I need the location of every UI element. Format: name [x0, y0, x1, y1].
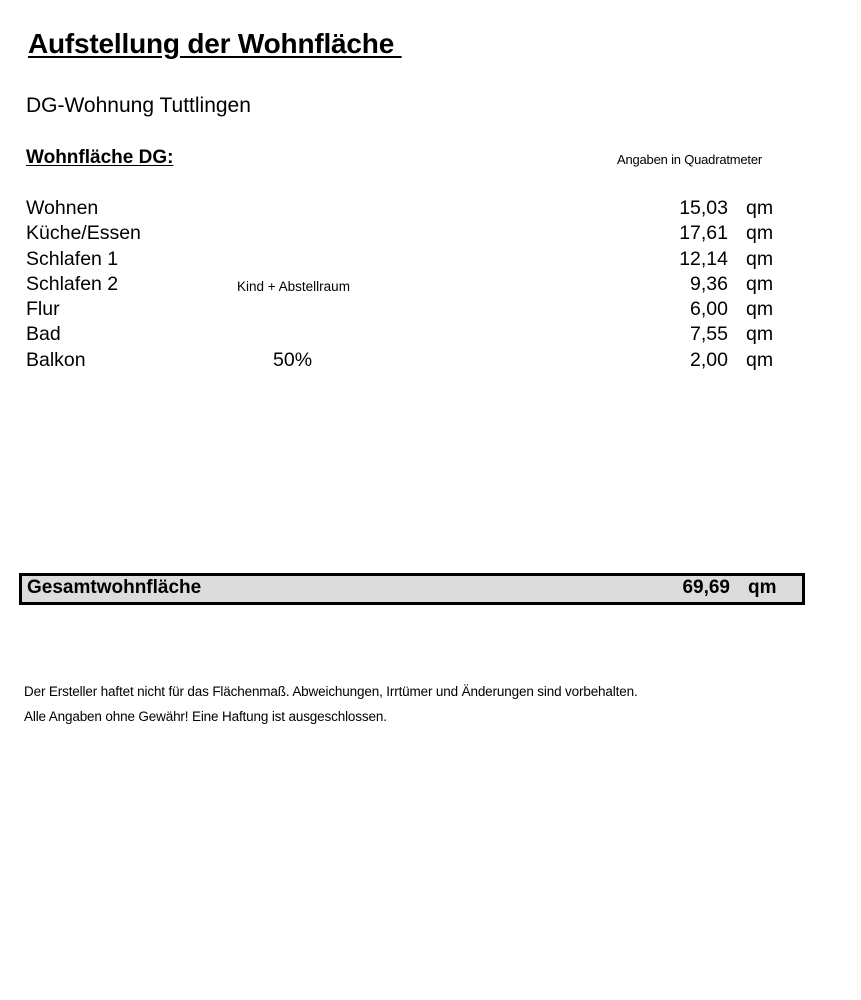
- total-area-value: 69,69: [682, 577, 730, 598]
- room-row-wohnen: [26, 196, 786, 221]
- room-name: Balkon: [26, 348, 86, 371]
- room-name: Schlafen 1: [26, 247, 119, 270]
- room-row-bad: [26, 322, 786, 347]
- room-area-value: 7,55: [690, 323, 728, 346]
- room-row-balkon: [26, 348, 786, 373]
- total-area-box: [19, 573, 805, 605]
- section-title: Wohnfläche DG:: [26, 147, 174, 168]
- room-area-value: 15,03: [679, 197, 728, 219]
- room-name: Bad: [26, 323, 61, 346]
- room-area-value: 2,00: [690, 348, 728, 371]
- room-area-value: 12,14: [679, 247, 728, 270]
- unit-note: Angaben in Quadratmeter: [617, 152, 762, 167]
- room-row-schlafen-2: [26, 272, 786, 297]
- room-area-value: 6,00: [690, 298, 728, 321]
- room-area-unit: qm: [746, 323, 774, 346]
- room-area-unit: qm: [746, 298, 774, 321]
- room-note-percentage: 50%: [273, 348, 313, 371]
- room-area-unit: qm: [746, 348, 774, 371]
- room-area-unit: qm: [746, 197, 774, 219]
- room-name: Wohnen: [26, 197, 99, 219]
- room-name: Schlafen 2: [26, 272, 119, 295]
- room-name: Flur: [26, 298, 60, 321]
- property-subtitle: DG-Wohnung Tuttlingen: [26, 94, 251, 117]
- room-area-unit: qm: [746, 247, 774, 270]
- total-area-unit: qm: [748, 577, 777, 598]
- room-area-unit: qm: [746, 222, 774, 245]
- room-row-kueche-essen: [26, 221, 786, 246]
- room-area-value: 9,36: [690, 272, 728, 295]
- room-name: Küche/Essen: [26, 222, 141, 245]
- total-area-label: Gesamtwohnfläche: [27, 577, 202, 598]
- room-area-unit: qm: [746, 272, 774, 295]
- page-title: Aufstellung der Wohnfläche: [28, 28, 402, 59]
- disclaimer-line-1: Der Ersteller haftet nicht für das Flächenmaß. Abweichungen, Irrtümer und Änderungen sind vorbehalten.: [24, 684, 638, 699]
- room-list: [26, 196, 786, 373]
- disclaimer-line-2: Alle Angaben ohne Gewähr! Eine Haftung ist ausgeschlossen.: [24, 709, 387, 724]
- room-row-flur: [26, 297, 786, 322]
- room-area-value: 17,61: [679, 222, 728, 245]
- room-row-schlafen-1: [26, 247, 786, 272]
- room-note: Kind + Abstellraum: [237, 278, 350, 294]
